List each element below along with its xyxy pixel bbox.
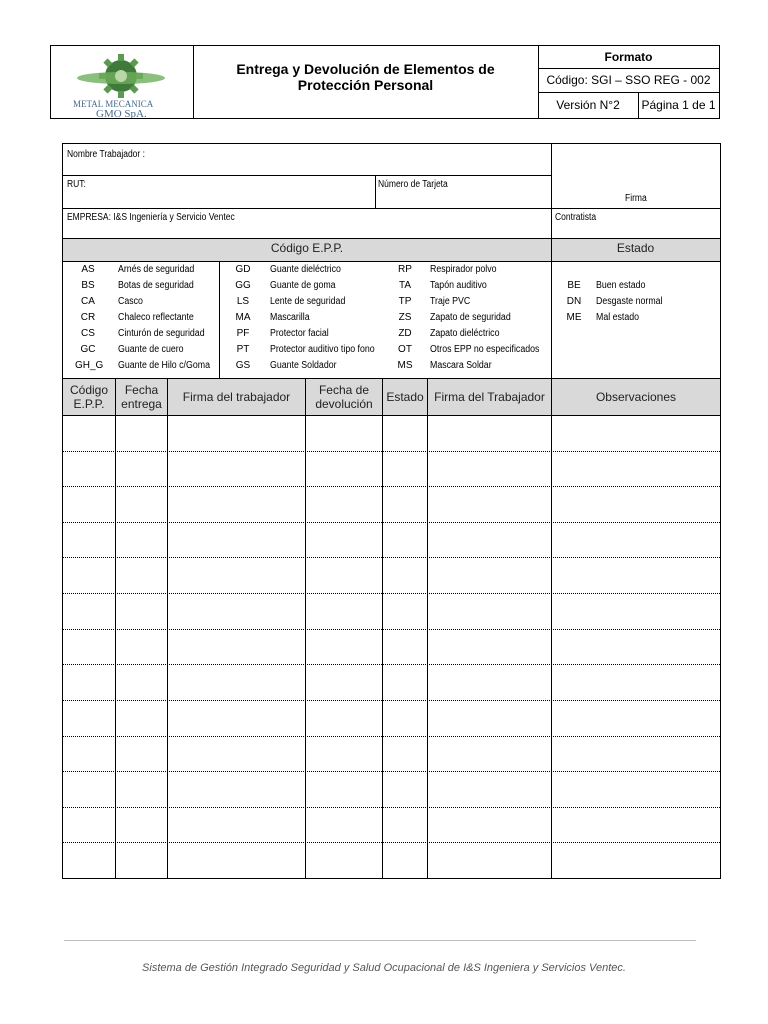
row-divider xyxy=(63,629,720,630)
row-divider xyxy=(63,736,720,737)
legend-codes-col3: RP TA TP ZS ZD OT MS xyxy=(397,264,413,371)
legend-codes-col2: GD GG LS MA PF PT GS xyxy=(235,264,251,371)
table-row[interactable] xyxy=(63,629,720,665)
state-section-title: Estado xyxy=(616,241,655,255)
logo-text-bottom: GMO SpA. xyxy=(96,108,147,118)
title-cell xyxy=(193,46,539,118)
document-code: Código: SGI – SSO REG - 002 xyxy=(546,73,711,87)
document-header xyxy=(50,45,720,119)
col-header-return-date: Fecha de devolución xyxy=(315,383,373,411)
row-divider xyxy=(63,700,720,701)
format-label: Formato xyxy=(604,50,653,64)
col-header-code: Código E.P.P. xyxy=(69,383,109,411)
table-row[interactable] xyxy=(63,700,720,736)
table-row[interactable] xyxy=(63,771,720,807)
code-section-title: Código E.P.P. xyxy=(270,241,344,255)
row-divider xyxy=(63,486,720,487)
table-row[interactable] xyxy=(63,451,720,487)
table-row[interactable] xyxy=(63,807,720,843)
table-row[interactable] xyxy=(63,522,720,558)
worker-name-label: Nombre Trabajador : xyxy=(67,149,145,160)
legend-codes-col1: AS BS CA CR CS GC GH_G xyxy=(75,264,104,371)
table-row[interactable] xyxy=(63,415,720,451)
contractor-label: Contratista xyxy=(555,212,597,223)
col-header-delivery-date: Fecha entrega xyxy=(121,383,162,411)
meta-cell xyxy=(538,46,719,118)
row-divider xyxy=(63,522,720,523)
col-header-observations: Observaciones xyxy=(595,390,677,404)
row-divider xyxy=(63,451,720,452)
table-row[interactable] xyxy=(63,593,720,629)
row-divider xyxy=(63,842,720,843)
rut-label: RUT: xyxy=(67,179,86,190)
table-row[interactable] xyxy=(63,557,720,593)
logo-text-top: METAL MECANICA xyxy=(73,99,154,109)
document-title: Entrega y Devolución de Elementos de Protección Personal xyxy=(236,61,495,93)
table-row[interactable] xyxy=(63,486,720,522)
signature-label: Firma xyxy=(625,193,647,204)
legend-desc-col2: Guante dieléctrico Guante de goma Lente de seguridad Mascarilla Protector facial Protector auditivo tipo fono Guante Soldador xyxy=(270,264,375,371)
legend-desc-col3: Respirador polvo Tapón auditivo Traje PVC Zapato de seguridad Zapato dieléctrico Otros EPP no especificados Mascara Soldar xyxy=(430,264,540,371)
table-row[interactable] xyxy=(63,736,720,772)
table-row[interactable] xyxy=(63,664,720,700)
document-version: Versión N°2 xyxy=(556,98,620,112)
footer-divider xyxy=(64,940,696,941)
legend-state-desc: Buen estado Desgaste normal Mal estado xyxy=(596,280,663,323)
logo-cell xyxy=(51,46,194,118)
company-logo xyxy=(51,46,193,118)
row-divider xyxy=(63,807,720,808)
row-divider xyxy=(63,593,720,594)
row-divider xyxy=(63,771,720,772)
company-label: EMPRESA: I&S Ingeniería y Servicio Ventec xyxy=(67,212,235,223)
col-header-state: Estado xyxy=(386,390,424,404)
epp-form xyxy=(62,143,721,879)
legend-state-codes: BE DN ME xyxy=(566,280,582,323)
row-divider xyxy=(63,557,720,558)
legend-desc-col1: Arnés de seguridad Botas de seguridad Casco Chaleco reflectante Cinturón de seguridad Guante de cuero Guante de Hilo c/Goma xyxy=(118,264,210,371)
card-number-label: Número de Tarjeta xyxy=(378,179,448,190)
col-header-worker-signature: Firma del trabajador xyxy=(182,390,291,404)
document-page: Página 1 de 1 xyxy=(641,98,716,112)
row-divider xyxy=(63,664,720,665)
col-header-worker-signature-return: Firma del Trabajador xyxy=(434,390,545,404)
table-row[interactable] xyxy=(63,842,720,878)
footer-text: Sistema de Gestión Integrado Seguridad y Salud Ocupacional de I&S Ingeniera y Servicios Ventec. xyxy=(142,962,626,974)
